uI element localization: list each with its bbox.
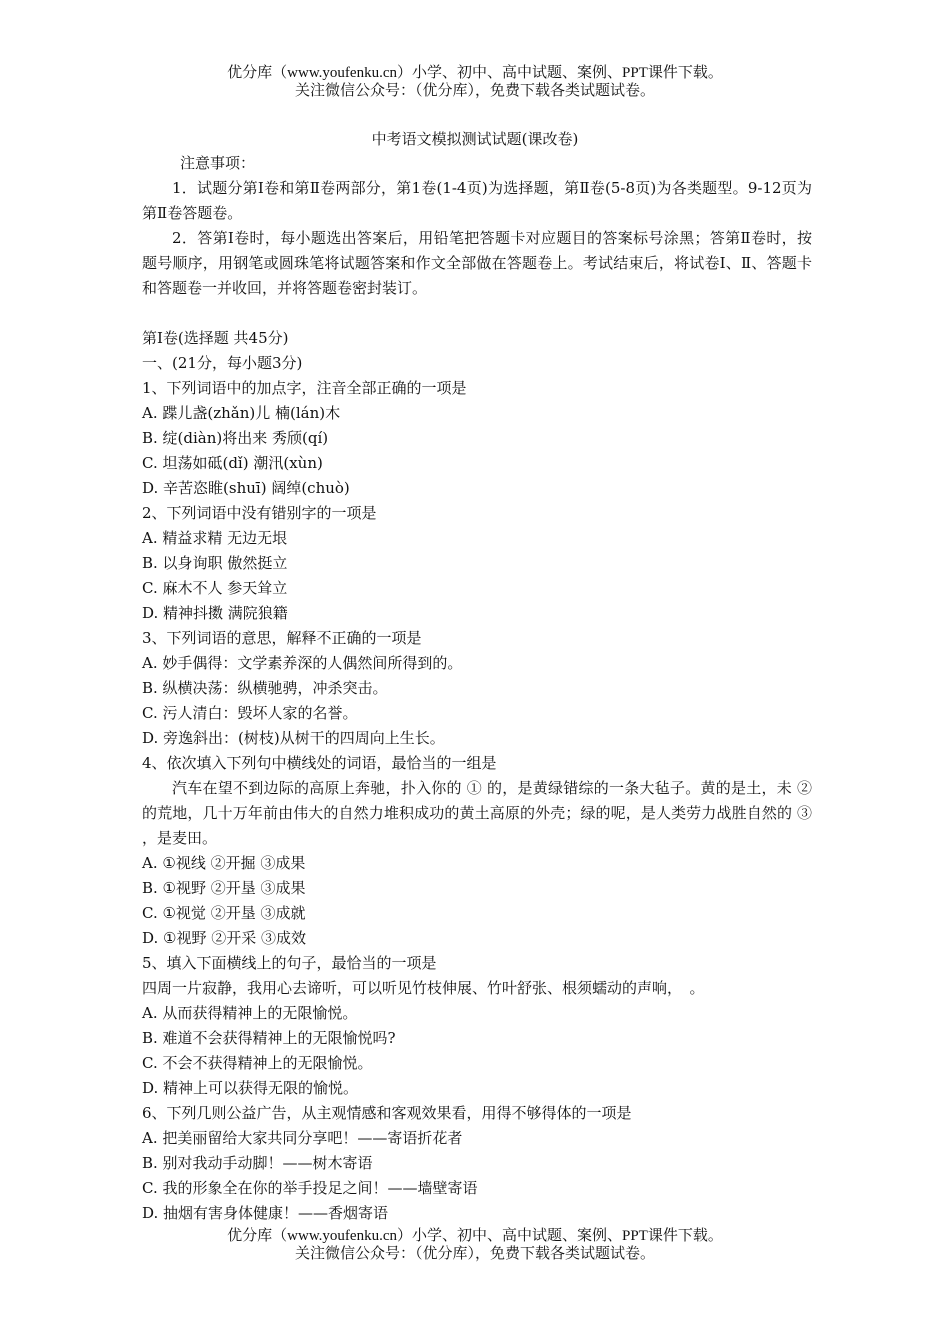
- question-4-option-a: A. ①视线 ②开掘 ③成果: [142, 854, 306, 872]
- question-2-option-b: B. 以身询职 傲然挺立: [142, 554, 288, 572]
- question-5-option-a: A. 从而获得精神上的无限愉悦。: [142, 1004, 358, 1022]
- question-5-option-c: C. 不会不获得精神上的无限愉悦。: [142, 1054, 373, 1072]
- question-5-passage: 四周一片寂静，我用心去谛听，可以听见竹枝伸展、竹叶舒张、根须蠕动的声响， 。: [142, 979, 705, 997]
- question-3-option-d: D. 旁逸斜出：(树枝)从树干的四周向上生长。: [142, 729, 445, 747]
- question-4-option-b: B. ①视野 ②开垦 ③成果: [142, 879, 306, 897]
- question-3-option-c: C. 污人清白：毁坏人家的名誉。: [142, 704, 358, 722]
- question-1-option-b: B. 绽(diàn)将出来 秀颀(qí): [142, 429, 329, 447]
- question-3-stem: 3、下列词语的意思，解释不正确的一项是: [142, 629, 422, 647]
- question-5-option-b: B. 难道不会获得精神上的无限愉悦吗?: [142, 1029, 396, 1047]
- question-6-option-a: A. 把美丽留给大家共同分享吧！——寄语折花者: [142, 1129, 463, 1147]
- question-6-option-d: D. 抽烟有害身体健康！——香烟寄语: [142, 1204, 389, 1222]
- exam-title: 中考语文模拟测试试题(课改卷): [371, 130, 579, 148]
- footer-line-2: 关注微信公众号：（优分库），免费下载各类试题试卷。: [294, 1246, 655, 1262]
- question-6-option-b: B. 别对我动手动脚！——树木寄语: [142, 1154, 373, 1172]
- question-3-option-b: B. 纵横决荡：纵横驰骋，冲杀突击。: [142, 679, 388, 697]
- footer-line-1: 优分库（www.youfenku.cn）小学、初中、高中试题、案例、PPT课件下载。: [227, 1228, 723, 1244]
- question-1-stem: 1、下列词语中的加点字，注音全部正确的一项是: [142, 379, 467, 397]
- question-5-option-d: D. 精神上可以获得无限的愉悦。: [142, 1079, 359, 1097]
- question-1-option-a: A. 蹀儿盏(zhǎn)儿 楠(lán)木: [142, 404, 341, 422]
- notice-item-2: 2．答第Ⅰ卷时，每小题选出答案后，用铅笔把答题卡对应题目的答案标号涂黑；答第Ⅱ卷时，按题号顺序，用钢笔或圆珠笔将试题答案和作文全部做在答题卷上。考试结束后，将试卷Ⅰ、Ⅱ、答题卡和答题卷一并收回，并将答题卷密封装订。: [142, 229, 812, 297]
- question-3-option-a: A. 妙手偶得：文学素养深的人偶然间所得到的。: [142, 654, 463, 672]
- question-2-stem: 2、下列词语中没有错别字的一项是: [142, 504, 377, 522]
- question-2-option-d: D. 精神抖擞 满院狼籍: [142, 604, 288, 622]
- page-footer-banner: [0, 1227, 950, 1263]
- notice-heading: 注意事项：: [180, 154, 256, 172]
- question-4-passage: 汽车在望不到边际的高原上奔驰，扑入你的 ① 的，是黄绿错综的一条大毡子。黄的是土，未 ② 的荒地，几十万年前由伟大的自然力堆积成功的黄土高原的外壳；绿的呢，是人类劳力战胜自然的 ③ ，是麦田。: [142, 779, 812, 847]
- question-6-option-c: C. 我的形象全在你的举手投足之间！——墙壁寄语: [142, 1179, 478, 1197]
- header-line-2: 关注微信公众号：（优分库），免费下载各类试题试卷。: [294, 83, 655, 99]
- question-4-option-d: D. ①视野 ②开采 ③成效: [142, 929, 307, 947]
- question-4-stem: 4、依次填入下列句中横线处的词语，最恰当的一组是: [142, 754, 497, 772]
- spacer: [142, 301, 812, 326]
- header-line-1: 优分库（www.youfenku.cn）小学、初中、高中试题、案例、PPT课件下载。: [227, 65, 723, 81]
- question-1-option-d: D. 辛苦恣睢(shuī) 阔绰(chuò): [142, 479, 350, 497]
- page-header-banner: [0, 64, 950, 100]
- document-body: [142, 151, 812, 1226]
- section-heading: 一、(21分，每小题3分): [142, 354, 303, 372]
- question-2-option-a: A. 精益求精 无边无垠: [142, 529, 288, 547]
- part-heading: 第Ⅰ卷(选择题 共45分): [142, 329, 289, 347]
- question-5-stem: 5、填入下面横线上的句子，最恰当的一项是: [142, 954, 437, 972]
- question-2-option-c: C. 麻木不人 参天耸立: [142, 579, 288, 597]
- question-4-option-c: C. ①视觉 ②开垦 ③成就: [142, 904, 306, 922]
- question-1-option-c: C. 坦荡如砥(dǐ) 潮汛(xùn): [142, 454, 323, 472]
- question-6-stem: 6、下列几则公益广告，从主观情感和客观效果看，用得不够得体的一项是: [142, 1104, 632, 1122]
- notice-item-1: 1．试题分第Ⅰ卷和第Ⅱ卷两部分，第1卷(1-4页)为选择题，第Ⅱ卷(5-8页)为各类题型。9-12页为第Ⅱ卷答题卷。: [142, 179, 812, 222]
